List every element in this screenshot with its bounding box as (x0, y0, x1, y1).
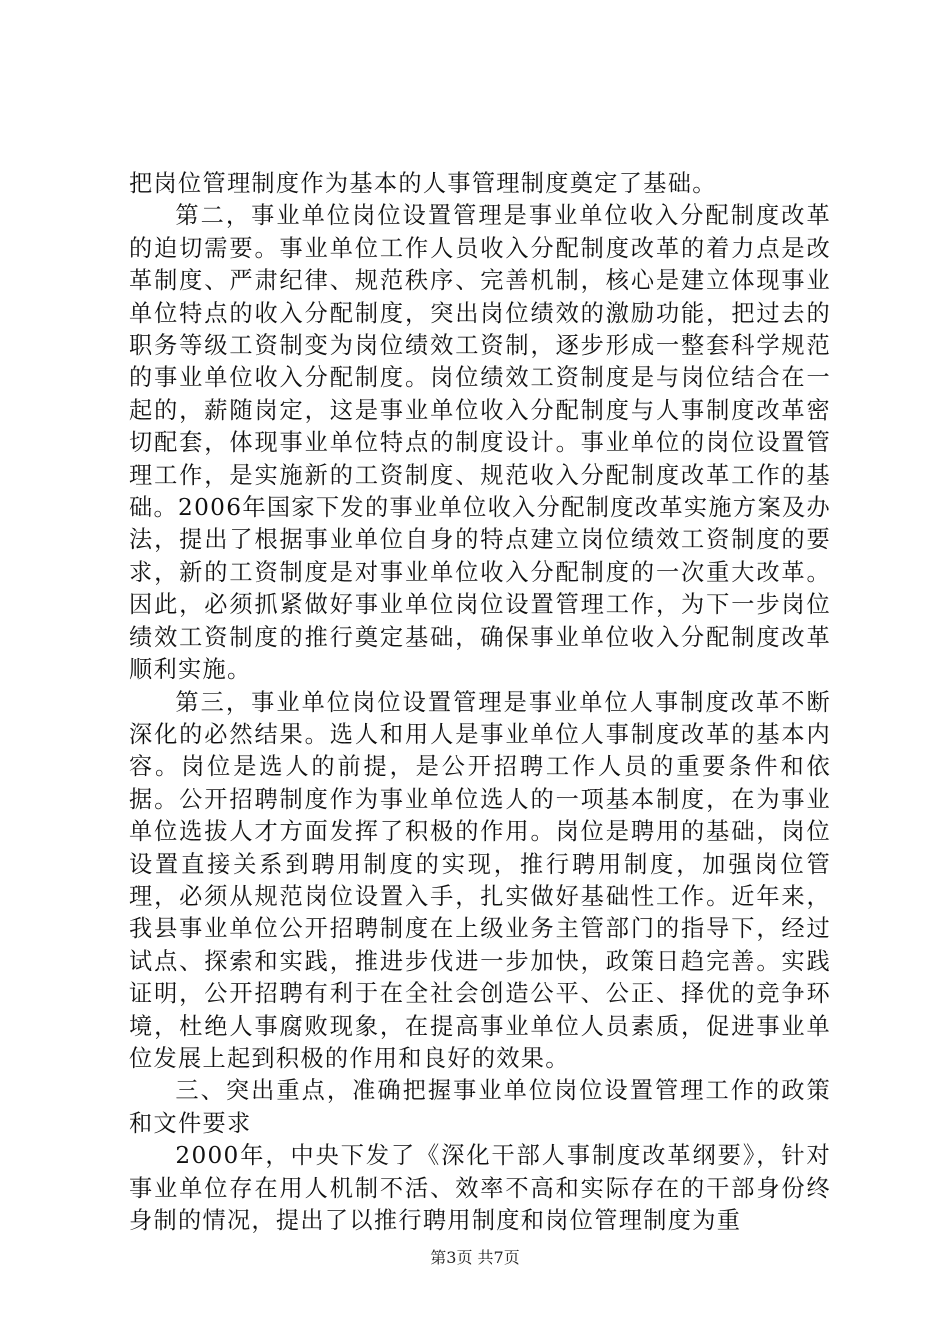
paragraph-third-point: 第三，事业单位岗位设置管理是事业单位人事制度改革不断深化的必然结果。选人和用人是事业单位人事制度改革的基本内容。岗位是选人的前提，是公开招聘工作人员的重要条件和依据。公开招聘制度作为事业单位选人的一项基本制度，在为事业单位选拔人才方面发挥了积极的作用。岗位是聘用的基础，岗位设置直接关系到聘用制度的实现，推行聘用制度，加强岗位管理，必须从规范岗位设置入手，扎实做好基础性工作。近年来，我县事业单位公开招聘制度在上级业务主管部门的指导下，经过试点、探索和实践，推进步伐进一步加快，政策日趋完善。实践证明，公开招聘有利于在全社会创造公平、公正、择优的竞争环境，杜绝人事腐败现象，在提高事业单位人员素质，促进事业单位发展上起到积极的作用和良好的效果。 (129, 688, 831, 1072)
document-body (129, 168, 831, 1237)
section-heading-three: 三、突出重点，准确把握事业单位岗位设置管理工作的政策和文件要求 (129, 1077, 831, 1137)
paragraph-second-point: 第二，事业单位岗位设置管理是事业单位收入分配制度改革的迫切需要。事业单位工作人员收入分配制度改革的着力点是改革制度、严肃纪律、规范秩序、完善机制，核心是建立体现事业单位特点的收入分配制度，突出岗位绩效的激励功能，把过去的职务等级工资制变为岗位绩效工资制，逐步形成一整套科学规范的事业单位收入分配制度。岗位绩效工资制度是与岗位结合在一起的，薪随岗定，这是事业单位收入分配制度与人事制度改革密切配套，体现事业单位特点的制度设计。事业单位的岗位设置管理工作，是实施新的工资制度、规范收入分配制度改革工作的基础。2006年国家下发的事业单位收入分配制度改革实施方案及办法，提出了根据事业单位自身的特点建立岗位绩效工资制度的要求，新的工资制度是对事业单位收入分配制度的一次重大改革。因此，必须抓紧做好事业单位岗位设置管理工作，为下一步岗位绩效工资制度的推行奠定基础，确保事业单位收入分配制度改革顺利实施。 (129, 202, 831, 684)
page-number-footer: 第3页 共7页 (430, 1248, 520, 1267)
paragraph-continuation: 把岗位管理制度作为基本的人事管理制度奠定了基础。 (129, 170, 717, 197)
paragraph-2000-reform: 2000年，中央下发了《深化干部人事制度改革纲要》，针对事业单位存在用人机制不活、效率不高和实际存在的干部身份终身制的情况，提出了以推行聘用制度和岗位管理制度为重 (129, 1142, 831, 1234)
